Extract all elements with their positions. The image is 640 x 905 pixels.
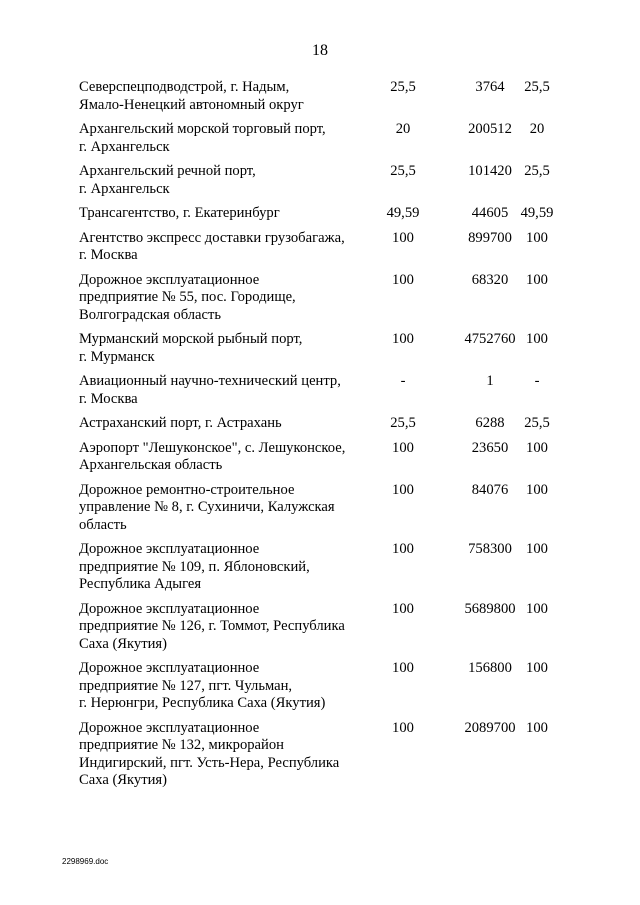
table-row: [79, 415, 579, 433]
share-value: 25,5: [390, 79, 416, 95]
amount-value: 5689800: [464, 600, 516, 617]
share-value: 20: [395, 121, 411, 137]
enterprise-name: Дорожное эксплуатационное предприятие № 132, микрорайон Индигирский, пгт. Усть-Нера, Республика Саха (Якутия): [79, 719, 340, 788]
enterprise-name: Дорожное эксплуатационное предприятие № 109, п. Яблоновский, Республика Адыгея: [79, 541, 310, 592]
amount-value: 101420: [468, 163, 512, 179]
enterprise-name: Дорожное эксплуатационное предприятие № 126, г. Томмот, Республика Саха (Якутия): [79, 600, 345, 652]
enterprise-name: Дорожное ремонтно-строительное управление № 8, г. Сухиничи, Калужская область: [79, 481, 335, 533]
share-value-2: 20: [529, 121, 545, 137]
share-value: 100: [392, 271, 414, 288]
amount-value: 2089700: [464, 719, 516, 736]
share-value-2: 25,5: [524, 79, 550, 95]
share-value-2: 100: [526, 439, 548, 456]
enterprise-name: Агентство экспресс доставки грузобагажа, г. Москва: [79, 229, 345, 263]
table-row: [79, 482, 579, 535]
amount-value: 3764: [475, 79, 505, 95]
enterprise-name: Северспецподводстрой, г. Надым, Ямало-Ненецкий автономный округ: [79, 79, 304, 113]
enterprise-name: Астраханский порт, г. Астрахань: [79, 415, 282, 431]
enterprise-name: Мурманский морской рыбный порт, г. Мурманск: [79, 331, 303, 365]
share-value: 25,5: [390, 415, 416, 431]
share-value-2: -: [534, 373, 540, 389]
share-value: 100: [392, 439, 414, 456]
enterprise-name: Архангельский речной порт, г. Архангельск: [79, 163, 256, 197]
amount-value: 899700: [468, 229, 512, 246]
table-row: [79, 163, 579, 198]
share-value: 100: [392, 660, 414, 676]
share-value-2: 100: [526, 331, 548, 347]
enterprise-name: Дорожное эксплуатационное предприятие № 127, пгт. Чульман, г. Нерюнгри, Республика Саха (Якутия): [79, 660, 326, 711]
enterprise-name: Авиационный научно-технический центр, г. Москва: [79, 373, 341, 407]
table-row: [79, 373, 579, 408]
share-value-2: 100: [526, 660, 548, 676]
document-id: 2298969.doc: [62, 857, 109, 866]
enterprise-name: Архангельский морской торговый порт, г. Архангельск: [79, 121, 326, 155]
share-value: 100: [392, 600, 414, 617]
amount-value: 758300: [468, 541, 512, 557]
share-value: 25,5: [390, 163, 416, 179]
table-row: [79, 720, 579, 790]
enterprise-table: [79, 79, 579, 790]
enterprise-name: Дорожное эксплуатационное предприятие № 55, пос. Городище, Волгоградская область: [79, 271, 296, 323]
share-value-2: 25,5: [524, 163, 550, 179]
table-row: [79, 660, 579, 713]
share-value: 49,59: [386, 205, 420, 221]
share-value-2: 100: [526, 271, 548, 288]
share-value-2: 100: [526, 229, 548, 246]
amount-value: 4752760: [464, 331, 516, 347]
table-row: [79, 230, 579, 265]
page-number: 18: [312, 42, 328, 59]
amount-value: 156800: [468, 660, 512, 676]
share-value-2: 100: [526, 600, 548, 617]
amount-value: 84076: [471, 481, 509, 498]
share-value-2: 100: [526, 541, 548, 557]
share-value: 100: [392, 541, 414, 557]
amount-value: 44605: [471, 205, 509, 221]
amount-value: 1: [486, 373, 494, 389]
share-value: 100: [392, 481, 414, 498]
table-row: [79, 331, 579, 366]
share-value: 100: [392, 229, 414, 246]
amount-value: 68320: [471, 271, 509, 288]
share-value-2: 100: [526, 481, 548, 498]
share-value: 100: [392, 331, 414, 347]
table-row: [79, 79, 579, 114]
table-row: [79, 205, 579, 223]
enterprise-name: Аэропорт "Лешуконское", с. Лешуконское, Архангельская область: [79, 439, 346, 473]
enterprise-name: Трансагентство, г. Екатеринбург: [79, 205, 280, 221]
share-value-2: 49,59: [520, 205, 554, 221]
share-value: -: [400, 373, 406, 389]
share-value: 100: [392, 719, 414, 736]
table-row: [79, 541, 579, 594]
amount-value: 200512: [468, 121, 512, 137]
table-row: [79, 601, 579, 654]
table-row: [79, 440, 579, 475]
table-row: [79, 121, 579, 156]
share-value-2: 100: [526, 719, 548, 736]
table-row: [79, 272, 579, 325]
share-value-2: 25,5: [524, 415, 550, 431]
amount-value: 6288: [475, 415, 505, 431]
amount-value: 23650: [471, 439, 509, 456]
